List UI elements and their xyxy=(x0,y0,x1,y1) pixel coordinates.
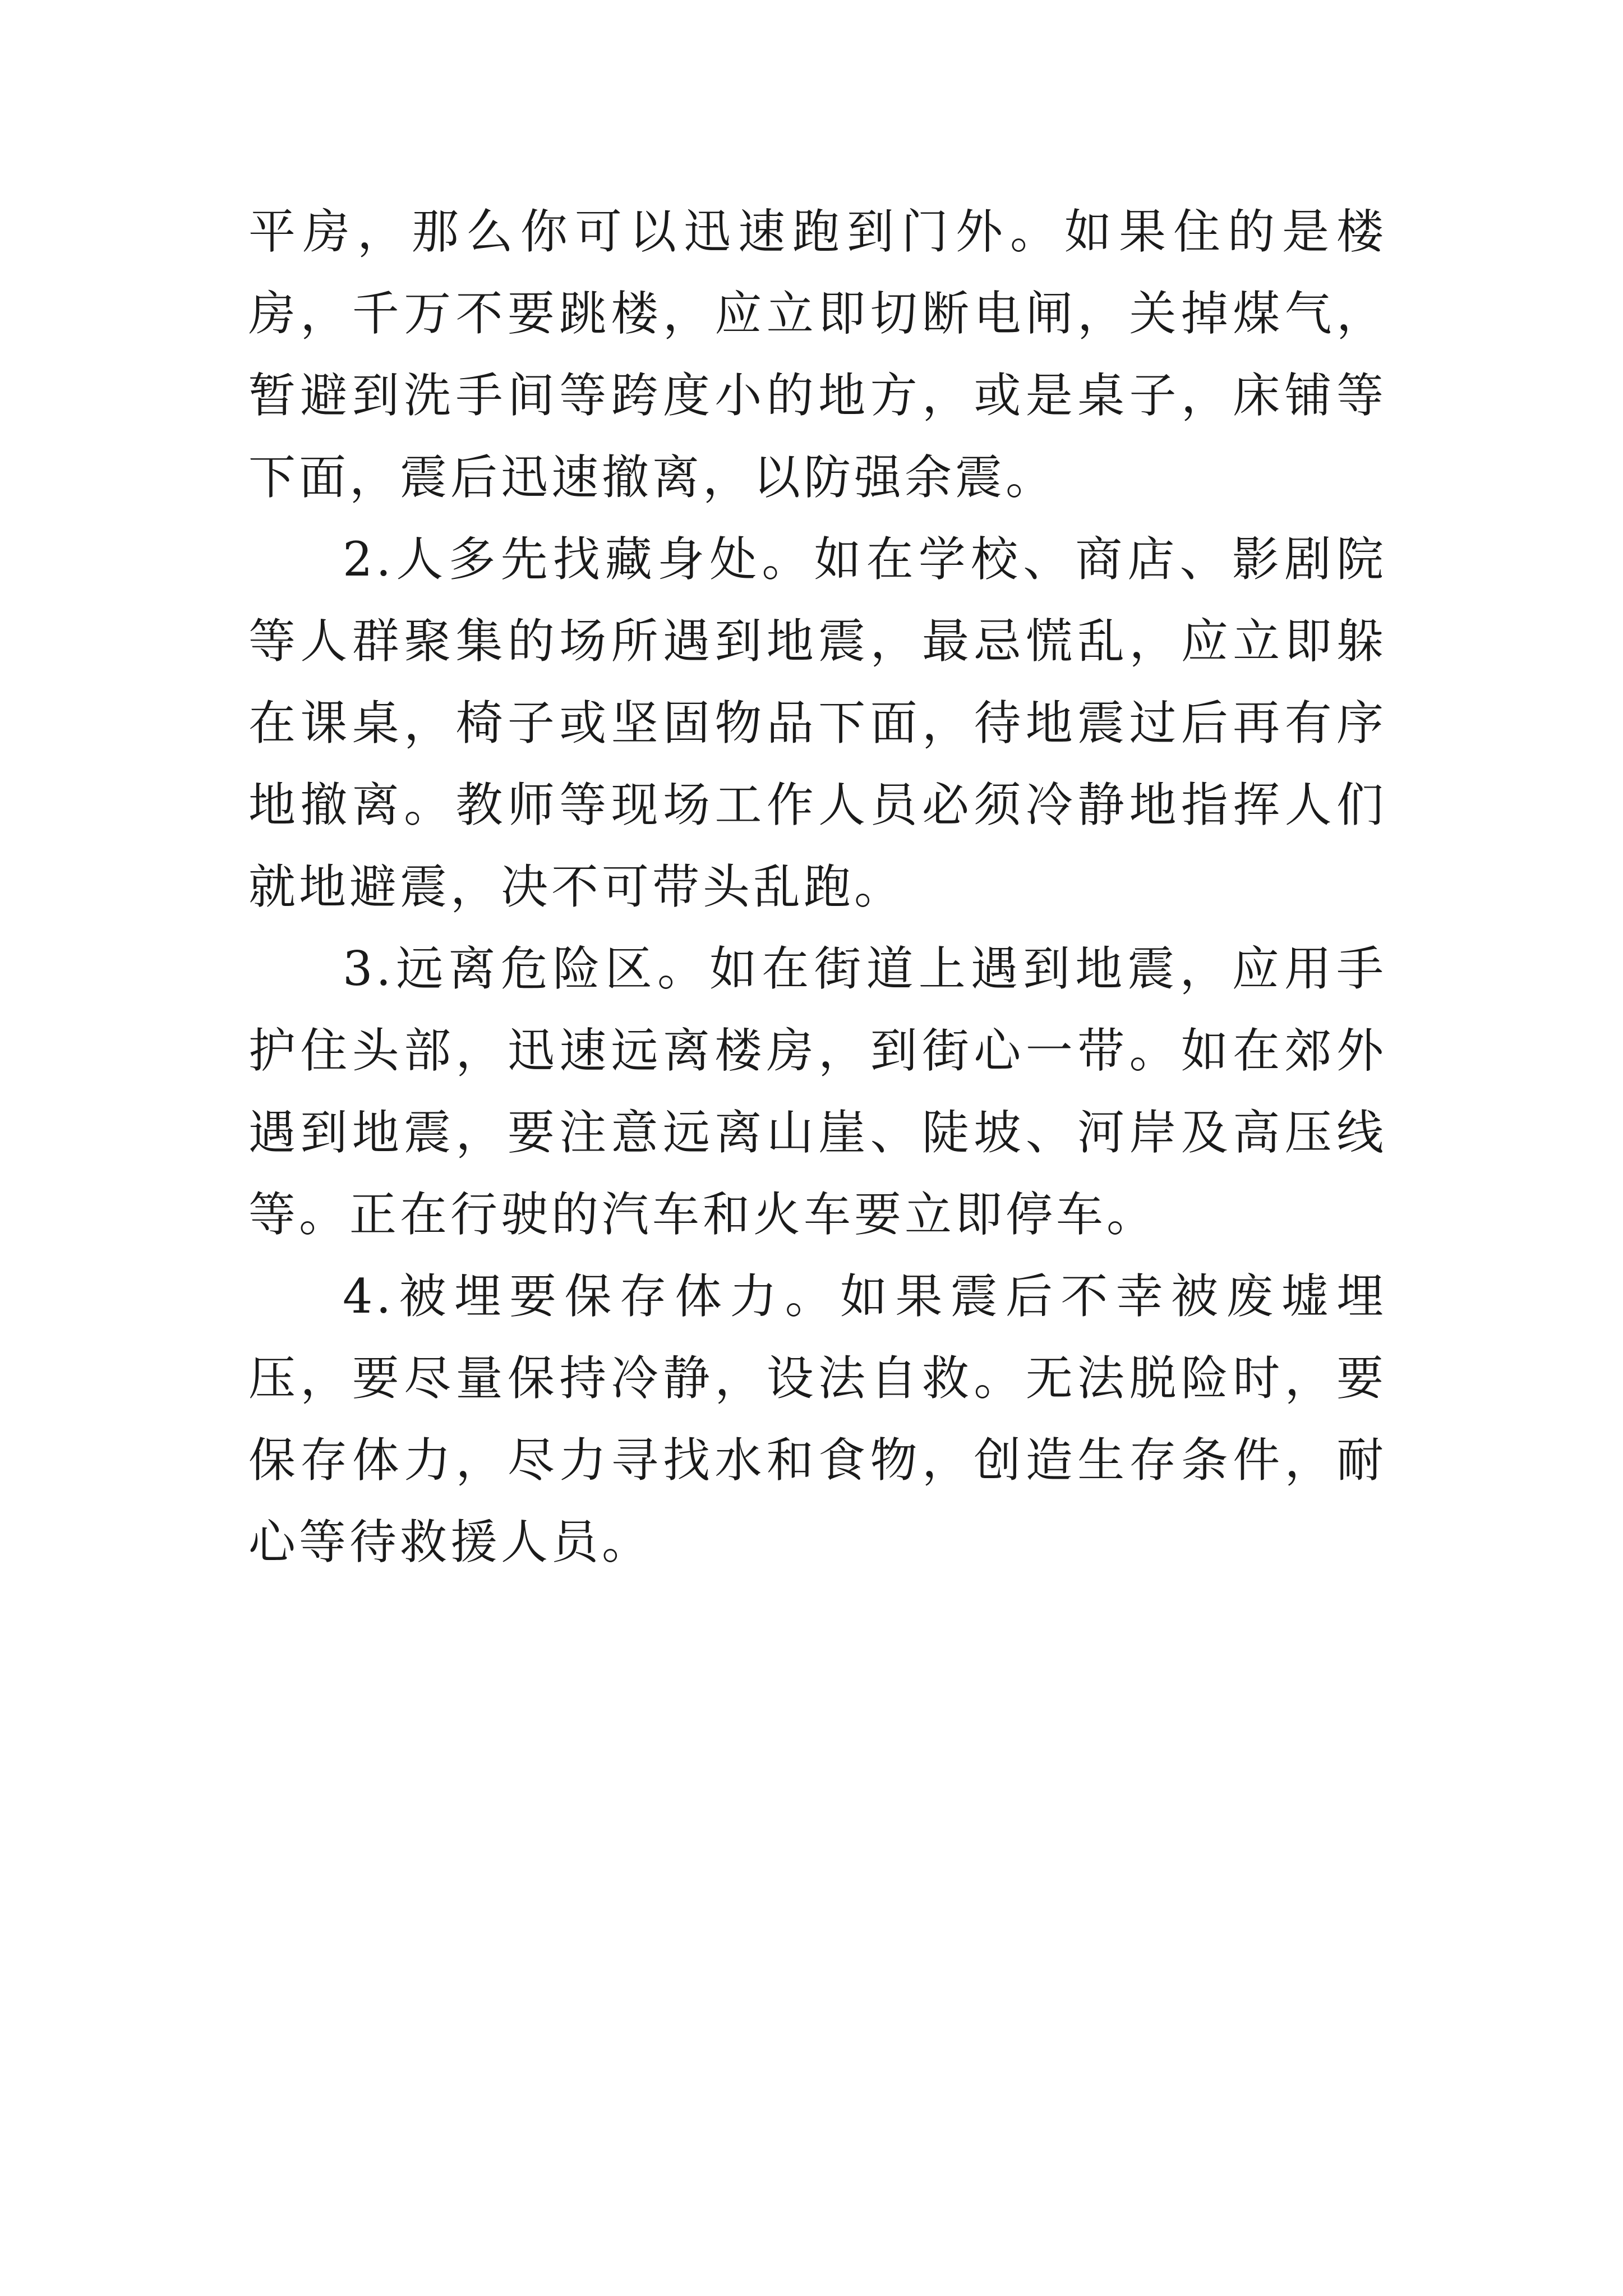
paragraph-continuation: 平房，那么你可以迅速跑到门外。如果住的是楼房，千万不要跳楼，应立即切断电闸，关掉煤气，暂避到洗手间等跨度小的地方，或是桌子，床铺等下面，震后迅速撤离，以防强余震。 xyxy=(248,204,1387,505)
paragraph-item-4: 4.被埋要保存体力。如果震后不幸被废墟埋压，要尽量保持冷静，设法自救。无法脱险时，要保存体力，尽力寻找水和食物，创造生存条件，耐心等待救援人员。 xyxy=(248,1269,1387,1570)
paragraph-item-3: 3.远离危险区。如在街道上遇到地震，应用手护住头部，迅速远离楼房，到街心一带。如在郊外遇到地震，要注意远离山崖、陡坡、河岸及高压线等。正在行驶的汽车和火车要立即停车。 xyxy=(248,941,1387,1242)
document-body xyxy=(248,191,1387,1583)
paragraph-item-2: 2.人多先找藏身处。如在学校、商店、影剧院等人群聚集的场所遇到地震，最忌慌乱，应立即躲在课桌，椅子或坚固物品下面，待地震过后再有序地撤离。教师等现场工作人员必须冷静地指挥人们就地避震，决不可带头乱跑。 xyxy=(248,532,1387,914)
